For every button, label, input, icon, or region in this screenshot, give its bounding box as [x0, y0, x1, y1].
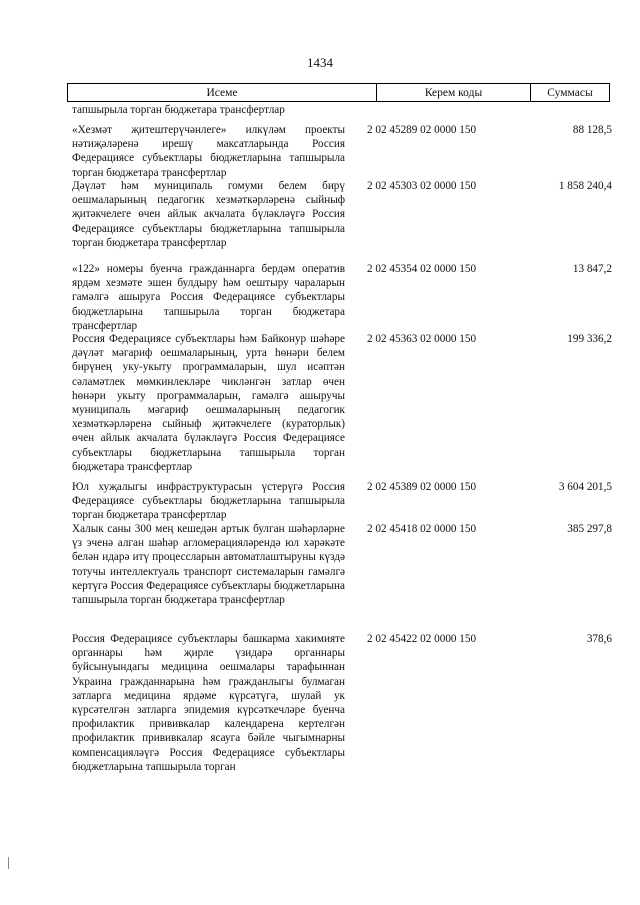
row-code: 2 02 45422 02 0000 150: [367, 633, 477, 645]
row-sum: 385 297,8: [567, 523, 612, 535]
row-sum: 199 336,2: [567, 333, 612, 345]
header-name: Исеме: [68, 84, 377, 101]
row-name: Халык саны 300 мең кешедән артык булган шәһәрләрне үз эченә алган шәһәр агломерацияләрендә юл хәрәкәте белән идарә итү процессларын автоматлаштыруны күздә тотучы интеллектуаль транспорт системаларын гамәлгә кертүгә Россия Федерациясе субъектлары бюджетларына тапшырыла торган бюджетара трансфертлар: [72, 523, 345, 607]
page-number: 1434: [307, 55, 333, 70]
row-code: 2 02 45363 02 0000 150: [367, 333, 477, 345]
row-name: Юл хуҗалыгы инфраструктурасын үстерүгә Россия Федерациясе субъектлары бюджетларына тапшырыла торган бюджетара трансфертлар: [72, 481, 345, 522]
row-code: 2 02 45418 02 0000 150: [367, 523, 477, 535]
row-name: тапшырыла торган бюджетара трансфертлар: [72, 104, 285, 116]
row-sum: 88 128,5: [572, 124, 612, 136]
row-name: Дәүләт һәм муниципаль гомуми белем бирү оешмаларының педагогик хезмәткәрләренә сыйныф җитәкчелеге өчен айлык акчалата бүләкләүгә Россия Федерациясе субъектлары бюджетларына тапшырыла торган бюджетара трансфертлар: [72, 180, 345, 249]
row-sum: 3 604 201,5: [558, 481, 612, 493]
row-name: Россия Федерациясе субъектлары һәм Байконур шәһәре дәүләт мәгариф оешмаларының, урта һөнәри белем бирүнең уку-укыту программаларын, шул исәптән сәламәтлек мөмкинлекләре чикләнгән затлар өчен һөнәри укыту программаларын, гамәлгә ашыручы муниципаль мәгариф оешмаларының педагогик хезмәткәрләренә сыйныф җитәкчелеге (кураторлык) өчен айлык акчалата бүләкләүгә Россия Федерациясе субъектлары бюджетларына тапшырыла торган бюджетара трансфертлар: [72, 333, 345, 473]
row-name: Россия Федерациясе субъектлары башкарма хакимияте органнары һәм җирле үзидарә органнары буйсынуындагы медицина оешмалары тарафыннан Украина гражданнарына һәм гражданлыгы булмаган затларга медицина ярдәме күрсәтүгә, шулай ук күрсәтелгән затларга эпидемия күрсәткечләре буенча профилактик прививкалар календарена кертелгән профилактик прививкалар ясауга бәйле чыгымнарны компенсацияләүгә Россия Федерациясе субъектлары бюджетларына тапшырыла торган: [72, 633, 345, 773]
header-sum: Суммасы: [547, 86, 593, 99]
row-sum: 1 858 240,4: [558, 180, 612, 192]
row-code: 2 02 45354 02 0000 150: [367, 263, 477, 275]
header-code: Керем коды: [377, 84, 531, 101]
table-header: [67, 83, 610, 102]
row-name: «122» номеры буенча гражданнарга бердәм оператив ярдәм хезмәте эшен булдыру һәм оештыру чараларын гамәлгә ашыруга Россия Федерациясе субъектлары бюджетларына тапшырыла торган бюджетара трансфертлар: [72, 263, 345, 332]
margin-mark: [8, 857, 9, 869]
row-sum: 378,6: [586, 633, 612, 645]
row-sum: 13 847,2: [572, 263, 612, 275]
row-code: 2 02 45389 02 0000 150: [367, 481, 477, 493]
row-name: «Хезмәт җитештерүчәнлеге» илкүләм проекты нәтиҗәләренә ирешү максатларында Россия Федерациясе субъектлары бюджетларына тапшырыла торган бюджетара трансфертлар: [72, 124, 345, 179]
row-code: 2 02 45303 02 0000 150: [367, 180, 477, 192]
row-code: 2 02 45289 02 0000 150: [367, 124, 477, 136]
